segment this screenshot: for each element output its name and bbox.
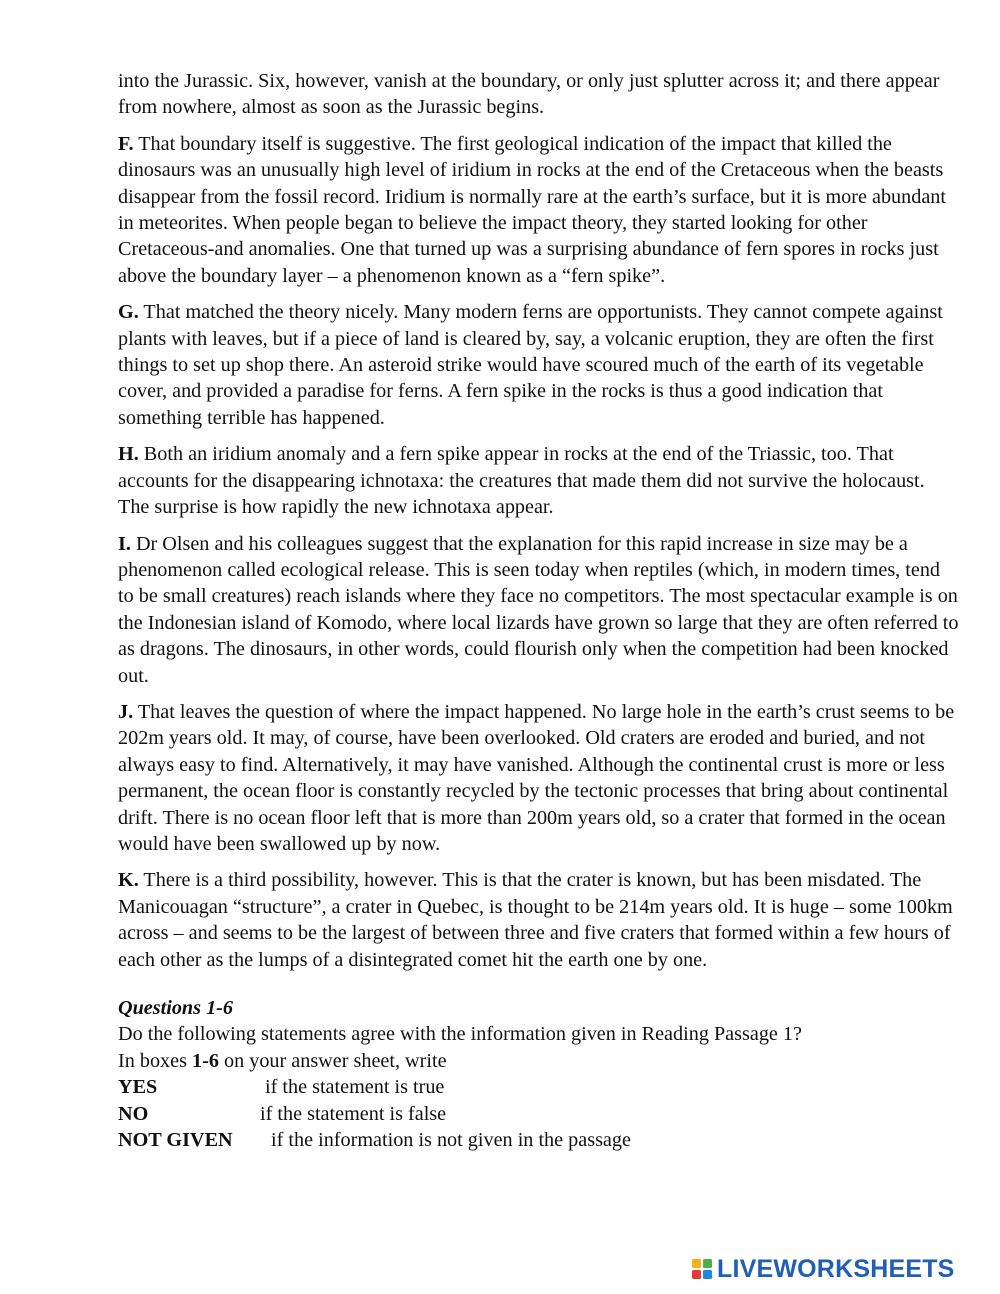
paragraph-label: F. — [118, 132, 134, 155]
paragraph-text: into the Jurassic. Six, however, vanish at the boundary, or only just splutter across it; and there appear from nowhere, almost as soon as the Jurassic begins. — [118, 70, 940, 119]
paragraph-f — [118, 131, 960, 289]
option-no — [118, 1101, 960, 1127]
questions-instructions — [118, 1048, 960, 1074]
paragraph-h — [118, 441, 960, 520]
paragraph-continued — [118, 68, 960, 121]
instructions-range: 1-6 — [192, 1049, 219, 1072]
document-page — [118, 68, 960, 1153]
option-desc: if the information is not given in the passage — [271, 1129, 631, 1152]
logo-text: LIVEWORKSHEETS — [717, 1254, 955, 1283]
paragraph-i — [118, 531, 960, 689]
option-desc: if the statement is false — [260, 1102, 447, 1125]
questions-title: Questions 1-6 — [118, 997, 233, 1019]
paragraph-label: I. — [118, 532, 131, 555]
questions-section — [118, 995, 960, 1153]
paragraph-text: That matched the theory nicely. Many modern ferns are opportunists. They cannot compete against plants with leaves, but if a piece of land is cleared by, say, a volcanic eruption, they are often the first things to set up shop there. An asteroid strike would have scoured much of the earth of its vegetable cover, and provided a paradise for ferns. A fern spike in the rocks is thus a good indication that something terrible has happened. — [118, 301, 943, 429]
paragraph-k — [118, 867, 960, 973]
instructions-suffix: on your answer sheet, write — [218, 1049, 447, 1072]
option-not-given — [118, 1127, 960, 1153]
liveworksheets-logo — [691, 1255, 955, 1283]
paragraph-j — [118, 699, 960, 857]
paragraph-text: That boundary itself is suggestive. The first geological indication of the impact that killed the dinosaurs was an unusually high level of iridium in rocks at the end of the Cretaceous when the beasts disappear from the fossil record. Iridium is normally rare at the earth’s surface, but it is more abundant in meteorites. When people began to believe the impact theory, they started looking for other Cretaceous-and anomalies. One that turned up was a surprising abundance of fern spores in rocks just above the boundary layer – a phenomenon known as a “fern spike”. — [118, 132, 946, 287]
paragraph-text: There is a third possibility, however. This is that the crater is known, but has been misdated. The Manicouagan “structure”, a crater in Quebec, is thought to be 214m years old. It is huge – some 100km across – and seems to be the largest of between three and five craters that formed within a few hours of each other as the lumps of a disintegrated comet hit the earth one by one. — [118, 869, 953, 971]
option-key: NO — [118, 1102, 149, 1125]
instructions-prefix: In boxes — [118, 1049, 193, 1072]
paragraph-label: K. — [118, 869, 139, 892]
option-key: YES — [118, 1076, 158, 1099]
paragraph-text: Both an iridium anomaly and a fern spike appear in rocks at the end of the Triassic, too. That accounts for the disappearing ichnotaxa: the creatures that made them did not survive the holocaust. The surprise is how rapidly the new ichnotaxa appear. — [118, 443, 925, 519]
paragraph-text: That leaves the question of where the impact happened. No large hole in the earth’s crust seems to be 202m years old. It may, of course, have been overlooked. Old craters are eroded and buried, and not always easy to find. Alternatively, it may have vanished. Although the continental crust is more or less permanent, the ocean floor is constantly recycled by the tectonic processes that bring about continental drift. There is no ocean floor left that is more than 200m years old, so a crater that formed in the ocean would have been swallowed up by now. — [118, 700, 955, 855]
questions-intro: Do the following statements agree with the information given in Reading Passage 1? — [118, 1023, 802, 1046]
paragraph-text: Dr Olsen and his colleagues suggest that the explanation for this rapid increase in size may be a phenomenon called ecological release. This is seen today when reptiles (which, in modern times, tend to be small creatures) reach islands where they face no competitors. The most spectacular example is on the Indonesian island of Komodo, where local lizards have grown so large that they are often referred to as dragons. The dinosaurs, in other words, could flourish only when the competition had been knocked out. — [118, 532, 959, 687]
liveworksheets-logo-icon — [691, 1258, 713, 1280]
option-yes — [118, 1074, 960, 1100]
paragraph-label: H. — [118, 443, 139, 466]
paragraph-g — [118, 299, 960, 431]
option-key: NOT GIVEN — [118, 1129, 233, 1152]
option-desc: if the statement is true — [265, 1076, 445, 1099]
paragraph-label: G. — [118, 301, 139, 324]
paragraph-label: J. — [118, 700, 134, 723]
